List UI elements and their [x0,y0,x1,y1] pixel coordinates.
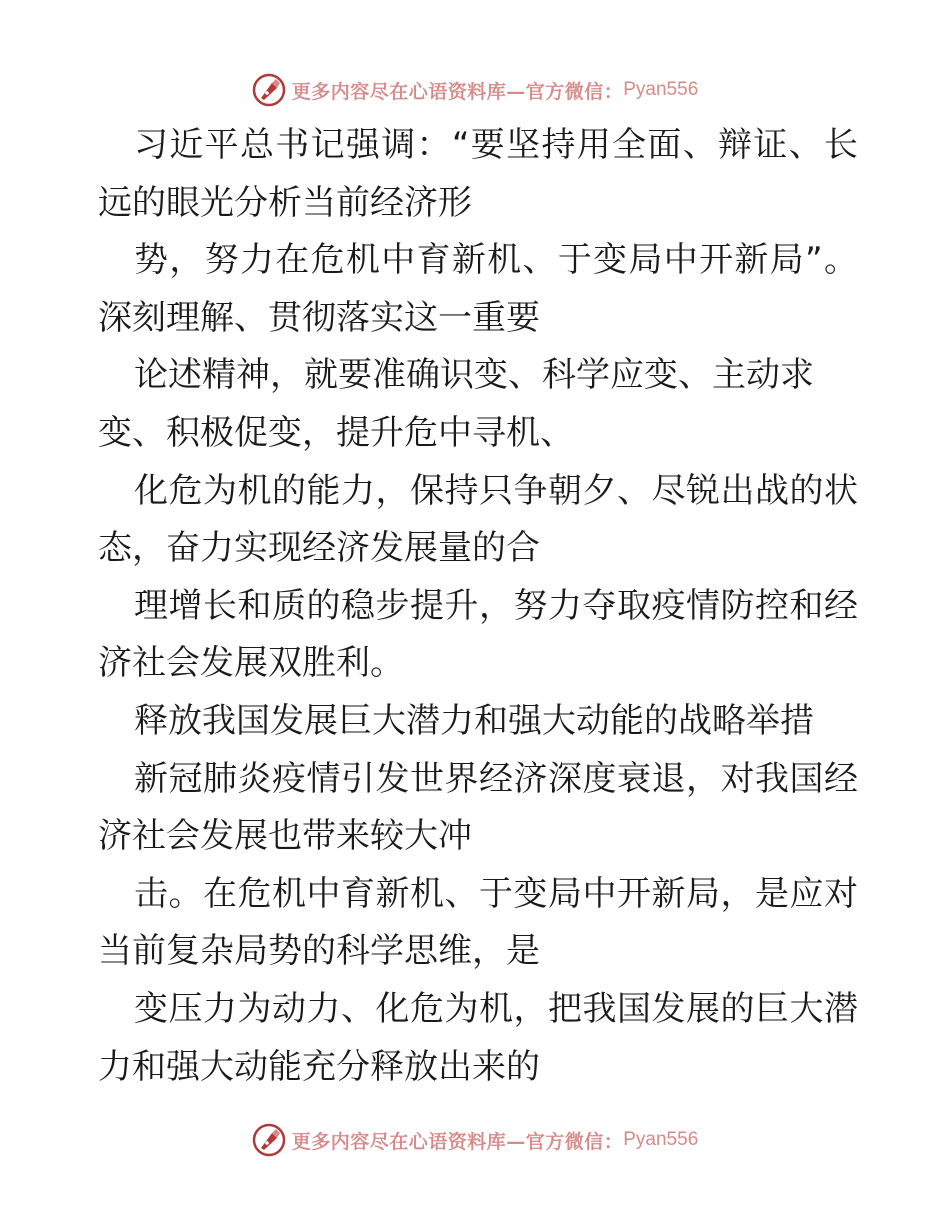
body-line-11: 释放我国发展巨大潜力和强大动能的战略举措 [134,700,814,741]
body-line-7: 化危为机的能力，保持只争朝夕、尽锐出战的状 [134,470,858,511]
body-line-4: 深刻理解、贯彻落实这一重要 [98,297,540,338]
body-line-16: 变压力为动力、化危为机，把我国发展的巨大潜 [134,988,858,1029]
document-body [98,117,858,1096]
pen-nib-seal-icon [252,73,286,107]
footer-banner [0,1120,950,1160]
body-line-10: 济社会发展双胜利。 [98,643,404,684]
pen-nib-seal-icon [252,1123,286,1157]
body-line-1: 习近平总书记强调：“要坚持用全面、辩证、长 [134,125,858,165]
body-line-3: 势，努力在危机中育新机、于变局中开新局”。 [134,240,858,281]
body-line-14: 击。在危机中育新机、于变局中开新局，是应对 [134,873,858,914]
body-line-5: 论述精神，就要准确识变、科学应变、主动求 [134,355,814,396]
body-line-15: 当前复杂局势的科学思维，是 [98,931,540,972]
header-banner [0,70,950,110]
body-line-6: 变、积极促变，提升危中寻机、 [98,412,574,453]
body-line-2: 远的眼光分析当前经济形 [98,182,472,223]
footer-banner-text: 更多内容尽在心语资料库—官方微信： [291,1130,624,1153]
body-line-8: 态，奋力实现经济发展量的合 [98,528,540,569]
body-line-17: 力和强大动能充分释放出来的 [98,1046,540,1087]
body-line-13: 济社会发展也带来较大冲 [98,816,472,857]
header-banner-text: 更多内容尽在心语资料库—官方微信： [291,80,624,103]
header-wechat-id: Pyan556 [623,79,699,100]
body-line-9: 理增长和质的稳步提升，努力夺取疫情防控和经 [134,585,858,626]
footer-wechat-id: Pyan556 [623,1129,699,1150]
body-line-12: 新冠肺炎疫情引发世界经济深度衰退，对我国经 [134,758,858,799]
